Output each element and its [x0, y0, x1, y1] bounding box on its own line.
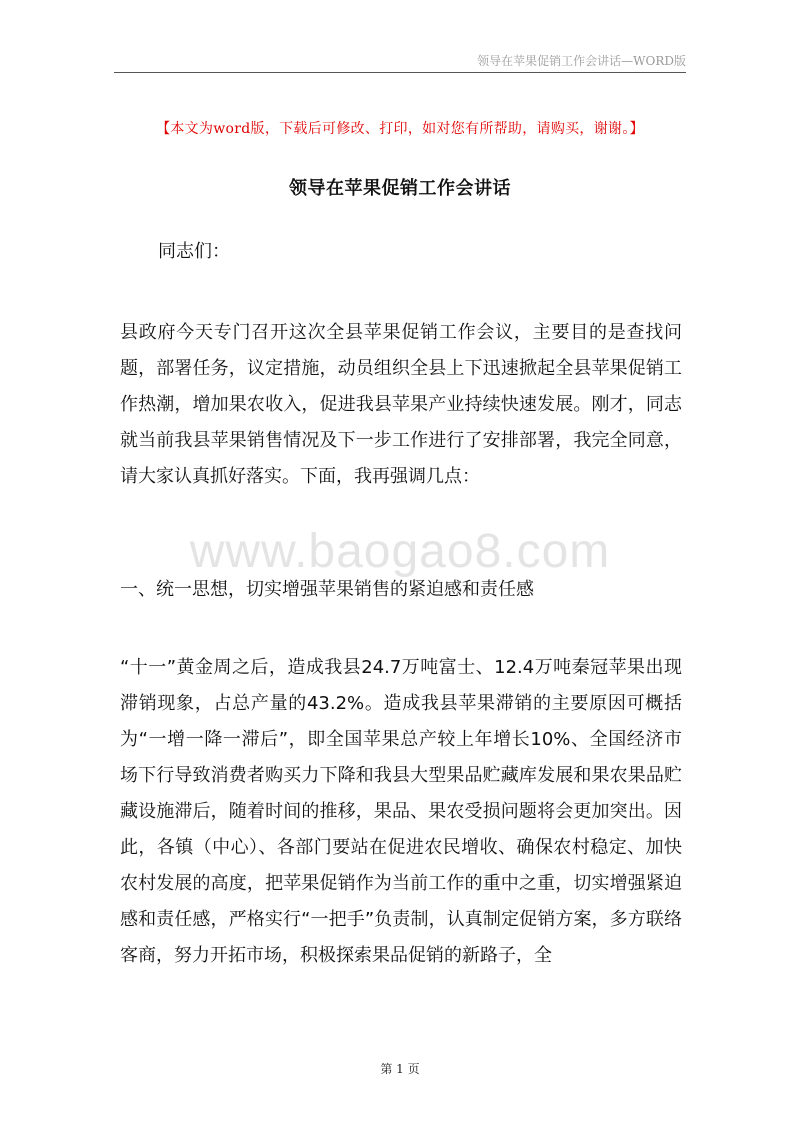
watermark-text: www.baogao8.com: [189, 525, 611, 578]
paragraph-intro: 县政府今天专门召开这次全县苹果促销工作会议，主要目的是查找问题，部署任务，议定措施，动员组织全县上下迅速掀起全县苹果促销工作热潮，增加果农收入，促进我县苹果产业持续快速发展。刚才，同志就当前我县苹果销售情况及下一步工作进行了安排部署，我完全同意，请大家认真抓好落实。下面，我再强调几点：: [120, 322, 682, 487]
paragraph-section-1: “十一”黄金周之后，造成我县24.7万吨富士、12.4万吨秦冠苹果出现滞销现象，占总产量的43.2%。造成我县苹果滞销的主要原因可概括为“一增一降一滞后”，即全国苹果总产较上年增长10%、全国经济市场下行导致消费者购买力下降和我县大型果品贮藏库发展和果农果品贮藏设施滞后，随着时间的推移，果品、果农受损问题将会更加突出。因此，各镇（中心）、各部门要站在促进农民增收、确保农村稳定、加快农村发展的高度，把苹果促销作为当前工作的重中之重，切实增强紧迫感和责任感，严格实行“一把手”负责制，认真制定促销方案，多方联络客商，努力开拓市场，积极探索果品促销的新路子，全: [120, 657, 682, 966]
running-header-title: 领导在苹果促销工作会讲话—WORD版: [477, 54, 686, 68]
page-number: 第 1 页: [380, 1062, 420, 1076]
document-title: 领导在苹果促销工作会讲话: [289, 178, 511, 199]
running-header: [114, 50, 686, 73]
salutation: 同志们：: [158, 241, 230, 262]
section-heading-1: 一、统一思想，切实增强苹果销售的紧迫感和责任感: [120, 579, 534, 600]
purchase-notice: 【本文为word版，下载后可修改、打印，如对您有所帮助，请购买，谢谢。】: [156, 121, 644, 137]
